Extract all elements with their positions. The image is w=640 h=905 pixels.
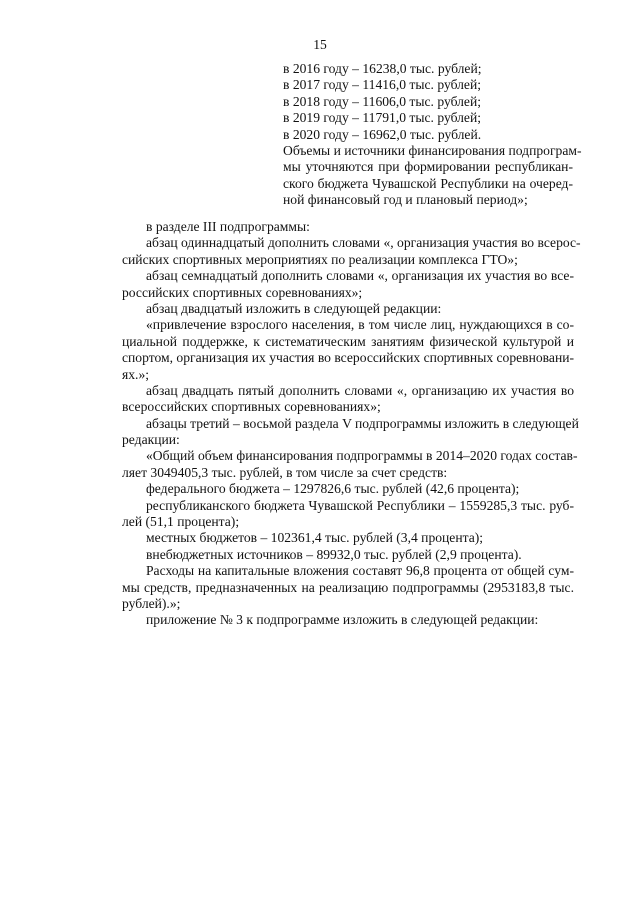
financing-note-line: мы уточняются при формировании республикан-	[283, 159, 573, 175]
text-line: лей (51,1 процента);	[122, 514, 240, 530]
text-line: внебюджетных источников – 89932,0 тыс. рублей (2,9 процента).	[146, 546, 522, 562]
page-number: 15	[313, 37, 327, 52]
main-text-block	[122, 219, 581, 629]
financing-year-line: в 2020 году – 16962,0 тыс. рублей.	[283, 126, 482, 142]
financing-note-line: ной финансовый год и плановый период»;	[283, 192, 528, 208]
financing-year-line: в 2017 году – 11416,0 тыс. рублей;	[283, 77, 482, 93]
text-line: федерального бюджета – 1297826,6 тыс. рублей (42,6 процента);	[146, 481, 520, 497]
text-line: «Общий объем финансирования подпрограммы в 2014–2020 годах состав-	[146, 448, 578, 464]
financing-note-line: ского бюджета Чувашской Республики на очеред-	[283, 175, 573, 191]
text-line: республиканского бюджета Чувашской Республики – 1559285,3 тыс. руб-	[146, 497, 574, 513]
text-line: абзацы третий – восьмой раздела V подпрограммы изложить в следующей	[146, 415, 579, 431]
text-line: в разделе III подпрограммы:	[146, 219, 310, 234]
text-line: российских спортивных соревнованиях»;	[122, 284, 363, 300]
text-line: абзац двадцать пятый дополнить словами «, организацию их участия во	[146, 382, 574, 398]
text-line: редакции:	[122, 432, 180, 448]
text-line: мы средств, предназначенных на реализацию подпрограммы (2953183,8 тыс.	[122, 579, 574, 595]
text-line: абзац двадцатый изложить в следующей редакции:	[146, 300, 442, 316]
text-line: местных бюджетов – 102361,4 тыс. рублей (3,4 процента);	[146, 530, 484, 546]
text-line: «привлечение взрослого населения, в том числе лиц, нуждающихся в со-	[146, 317, 574, 333]
financing-year-line: в 2019 году – 11791,0 тыс. рублей;	[283, 110, 482, 126]
text-line: ляет 3049405,3 тыс. рублей, в том числе за счет средств:	[122, 464, 448, 480]
financing-year-line: в 2018 году – 11606,0 тыс. рублей;	[283, 93, 482, 109]
text-line: приложение № 3 к подпрограмме изложить в следующей редакции:	[146, 612, 539, 628]
text-line: Расходы на капитальные вложения составят 96,8 процента от общей сум-	[146, 563, 574, 579]
text-line: абзац одиннадцатый дополнить словами «, организация участия во всерос-	[146, 235, 581, 251]
text-line: рублей).»;	[122, 595, 181, 611]
text-line: всероссийских спортивных соревнованиях»;	[122, 399, 381, 415]
financing-note-line: Объемы и источники финансирования подпрограм-	[283, 142, 582, 158]
text-line: сийских спортивных мероприятиях по реализации комплекса ГТО»;	[122, 251, 518, 267]
text-line: спортом, организация их участия во всероссийских спортивных соревновани-	[122, 350, 575, 366]
text-line: циальной поддержке, к систематическим занятиям физической культурой и	[122, 333, 574, 349]
text-line: ях.»;	[122, 366, 150, 382]
financing-year-line: в 2016 году – 16238,0 тыс. рублей;	[283, 61, 482, 76]
text-line: абзац семнадцатый дополнить словами «, организация их участия во все-	[146, 268, 574, 284]
financing-by-year-block	[283, 61, 582, 209]
